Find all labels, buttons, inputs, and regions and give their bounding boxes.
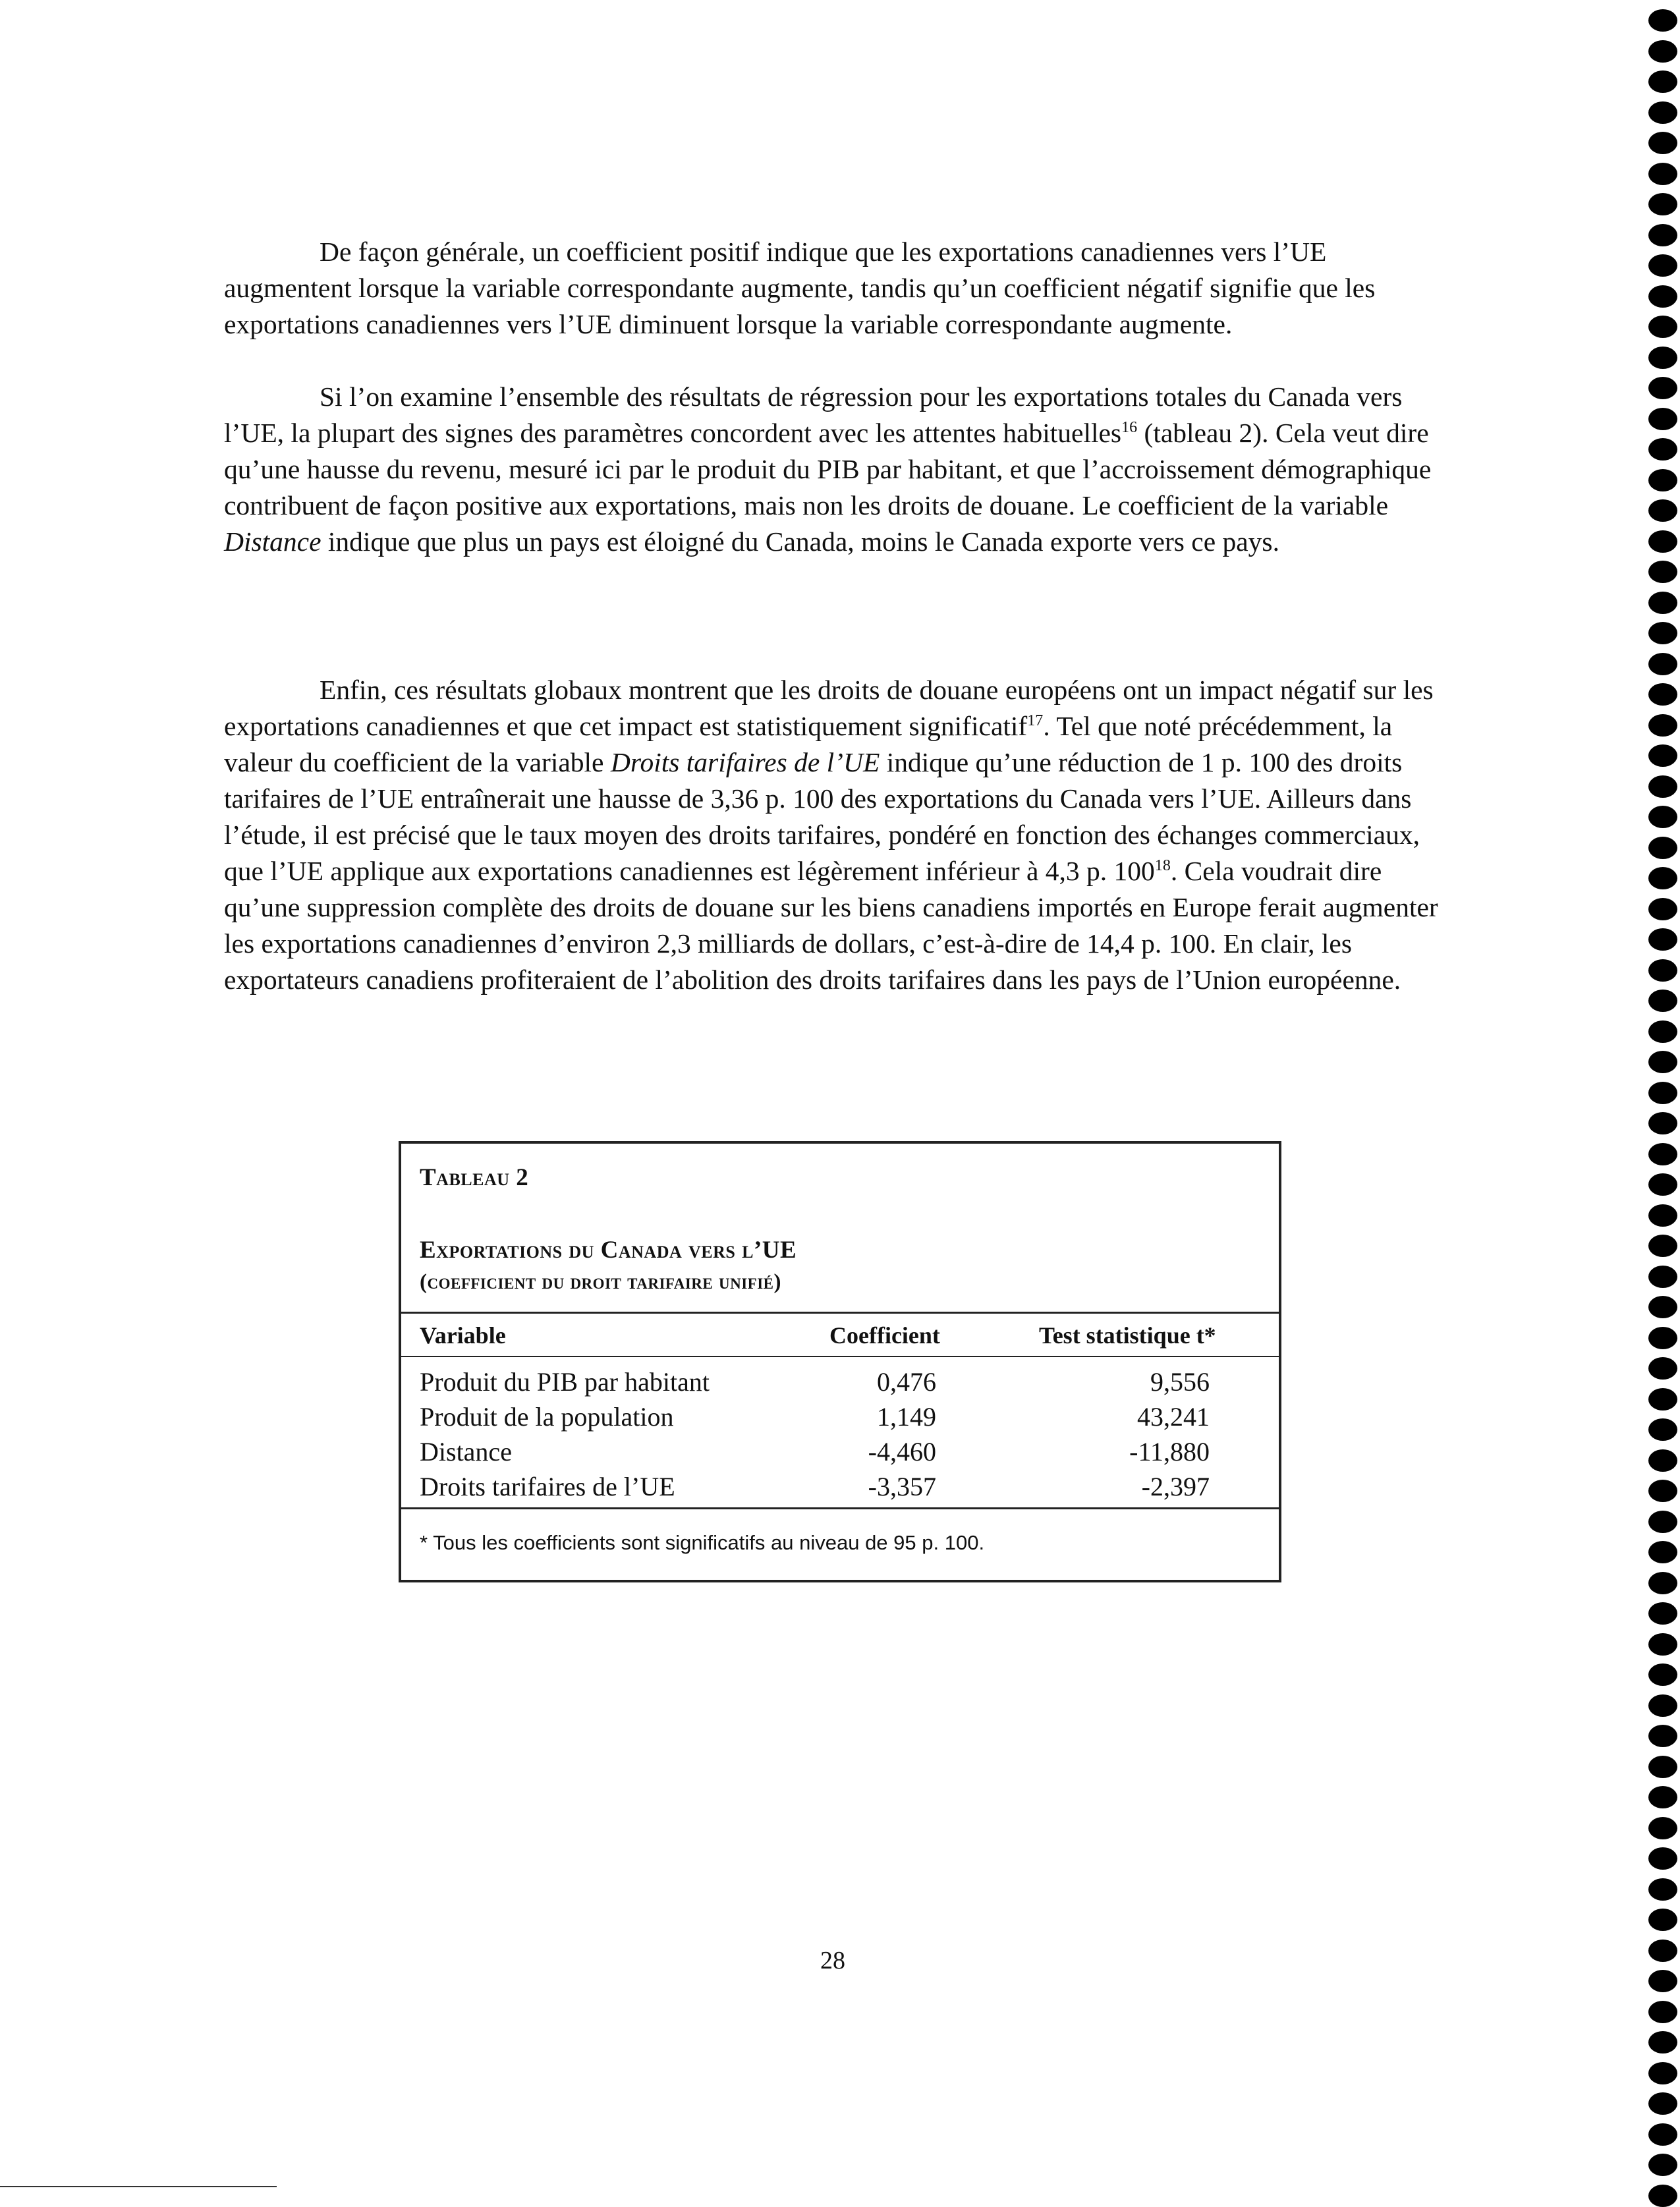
binding-hole <box>1648 775 1677 798</box>
table-row <box>401 1401 1279 1438</box>
binding-hole <box>1648 714 1677 737</box>
binding-hole <box>1648 316 1677 338</box>
binding-hole <box>1648 70 1677 93</box>
binding-hole <box>1648 1663 1677 1686</box>
cell-coefficient: 0,476 <box>877 1367 936 1397</box>
binding-hole <box>1648 2062 1677 2084</box>
binding-hole <box>1648 1327 1677 1349</box>
binding-hole <box>1648 2123 1677 2146</box>
binding-hole <box>1648 101 1677 124</box>
binding-hole <box>1648 2154 1677 2176</box>
paragraph-1-text: De façon générale, un coefficient positif indique que les exportations canadiennes vers l’UE augmentent lorsque la variable correspondante augmente, tandis qu’un coefficient négatif signifie que les exportations canadiennes vers l’UE diminuent lorsque la variable correspondante augmente. <box>224 237 1376 339</box>
paragraph-3-text <box>224 672 1443 998</box>
cell-t-stat: -2,397 <box>1141 1472 1210 1501</box>
binding-hole <box>1648 1204 1677 1227</box>
binding-hole <box>1648 1756 1677 1778</box>
paragraph-3-part4: . Cela voudrait dire qu’une suppression complète des droits de douane sur les biens canadiens importés en Europe ferait augmenter les exportations canadiennes d’environ 2,3 milliards de dollars, c’est-à-dire de 14,4 p. 100. En clair, les exportateurs canadiens profiteraient de l’abolition des droits tarifaires dans les pays de l’Union européenne. <box>224 856 1438 995</box>
cell-variable: Distance <box>420 1437 512 1467</box>
binding-hole <box>1648 132 1677 154</box>
table-subtitle: (coefficient du droit tarifaire unifié) <box>420 1270 782 1294</box>
binding-hole <box>1648 1143 1677 1165</box>
table-title: Exportations du Canada vers l’UE <box>420 1237 797 1264</box>
paragraph-3 <box>224 672 1443 998</box>
table-rule-header <box>401 1356 1279 1357</box>
binding-hole <box>1648 561 1677 583</box>
binding-hole <box>1648 40 1677 63</box>
binding-hole <box>1648 1572 1677 1594</box>
binding-hole <box>1648 1725 1677 1747</box>
table-row <box>401 1443 1279 1501</box>
table-rule-top <box>401 1312 1279 1314</box>
binding-hole <box>1648 1817 1677 1839</box>
binding-hole <box>1648 683 1677 706</box>
binding-hole <box>1648 592 1677 614</box>
page-number: 28 <box>820 1947 845 1974</box>
binding-hole <box>1648 1970 1677 1992</box>
binding-hole <box>1648 806 1677 828</box>
binding-hole <box>1648 744 1677 767</box>
cell-variable: Droits tarifaires de l’UE <box>420 1472 675 1501</box>
table-label: Tableau 2 <box>420 1164 529 1191</box>
binding-hole <box>1648 193 1677 215</box>
cell-t-stat: -11,880 <box>1129 1437 1210 1467</box>
binding-hole <box>1648 408 1677 430</box>
binding-hole <box>1648 1633 1677 1656</box>
column-header-variable: Variable <box>420 1322 506 1349</box>
paragraph-2-italic: Distance <box>224 526 322 557</box>
binding-hole <box>1648 347 1677 369</box>
paragraph-2 <box>224 379 1443 560</box>
binding-hole <box>1648 990 1677 1012</box>
binding-hole <box>1648 1112 1677 1134</box>
paragraph-3-part2: . Tel que noté précédemment, la valeur du coefficient de la variable <box>224 711 1393 777</box>
binding-hole <box>1648 898 1677 920</box>
binding-hole <box>1648 1449 1677 1472</box>
binding-hole <box>1648 499 1677 522</box>
footnote-ref-16: 16 <box>1121 419 1138 437</box>
cell-coefficient: 1,149 <box>877 1402 936 1432</box>
binding-hole <box>1648 959 1677 982</box>
binding-hole <box>1648 867 1677 889</box>
binding-hole <box>1648 1909 1677 1931</box>
scan-edge-line <box>0 2186 277 2187</box>
paragraph-3-italic: Droits tarifaires de l’UE <box>610 747 880 777</box>
binding-hole <box>1648 1602 1677 1625</box>
table-row <box>401 1366 1279 1403</box>
binding-hole <box>1648 1357 1677 1380</box>
binding-hole <box>1648 1878 1677 1901</box>
cell-variable: Produit du PIB par habitant <box>420 1367 710 1397</box>
binding-hole <box>1648 653 1677 675</box>
binding-hole <box>1648 254 1677 277</box>
column-header-t-stat: Test statistique t* <box>1039 1322 1216 1349</box>
binding-hole <box>1648 1082 1677 1104</box>
footnote-ref-17: 17 <box>1027 712 1044 730</box>
binding-holes <box>1601 0 1680 2196</box>
binding-hole <box>1648 1480 1677 1502</box>
table-footnote: * Tous les coefficients sont significatifs au niveau de 95 p. 100. <box>420 1531 985 1554</box>
binding-hole <box>1648 285 1677 308</box>
binding-hole <box>1648 1051 1677 1073</box>
paragraph-2-part1: Si l’on examine l’ensemble des résultats de régression pour les exportations totales du Canada vers l’UE, la plupart des signes des paramètres concordent avec les attentes habituelles <box>224 381 1403 448</box>
binding-hole <box>1648 1388 1677 1411</box>
paragraph-1 <box>224 234 1443 343</box>
column-header-coefficient: Coefficient <box>829 1322 940 1349</box>
cell-t-stat: 43,241 <box>1137 1402 1210 1432</box>
binding-hole <box>1648 469 1677 491</box>
binding-hole <box>1648 1020 1677 1043</box>
binding-hole <box>1648 1694 1677 1717</box>
cell-variable: Produit de la population <box>420 1402 674 1432</box>
table-2 <box>399 1141 1281 1582</box>
paragraph-3-part3: indique qu’une réduction de 1 p. 100 des droits tarifaires de l’UE entraînerait une hausse de 3,36 p. 100 des exportations du Canada vers l’UE. Ailleurs dans l’étude, il est précisé que le taux moyen des droits tarifaires, pondéré en fonction des échanges commerciaux, que l’UE applique aux exportations canadiennes est légèrement inférieur à 4,3 p. 100 <box>224 747 1420 886</box>
cell-coefficient: -3,357 <box>868 1472 936 1501</box>
binding-hole <box>1648 1418 1677 1441</box>
binding-hole <box>1648 9 1677 32</box>
binding-hole <box>1648 377 1677 399</box>
footnote-ref-18: 18 <box>1154 857 1171 875</box>
binding-hole <box>1648 1786 1677 1808</box>
binding-hole <box>1648 1847 1677 1870</box>
binding-hole <box>1648 1296 1677 1318</box>
binding-hole <box>1648 1541 1677 1563</box>
paragraph-2-part2: (tableau 2). Cela veut dire qu’une hausse du revenu, mesuré ici par le produit du PIB par habitant, et que l’accroissement démographique contribuent de façon positive aux exportations, mais non les droits de douane. Le coefficient de la variable <box>224 418 1432 520</box>
binding-hole <box>1648 224 1677 246</box>
binding-hole <box>1648 1511 1677 1533</box>
binding-hole <box>1648 928 1677 951</box>
paragraph-3-part1: Enfin, ces résultats globaux montrent que les droits de douane européens ont un impact négatif sur les exportations canadiennes et que cet impact est statistiquement significatif <box>224 675 1434 741</box>
binding-hole <box>1648 163 1677 185</box>
binding-hole <box>1648 837 1677 859</box>
paragraph-2-text <box>224 379 1443 560</box>
binding-hole <box>1648 1940 1677 1962</box>
binding-hole <box>1648 2185 1677 2207</box>
table-rule-bottom <box>401 1507 1279 1509</box>
binding-hole <box>1648 2092 1677 2115</box>
binding-hole <box>1648 2031 1677 2053</box>
cell-t-stat: 9,556 <box>1150 1367 1210 1397</box>
binding-hole <box>1648 438 1677 461</box>
binding-hole <box>1648 530 1677 553</box>
binding-hole <box>1648 1266 1677 1288</box>
paragraph-2-part3: indique que plus un pays est éloigné du Canada, moins le Canada exporte vers ce pays. <box>321 526 1279 557</box>
binding-hole <box>1648 1235 1677 1257</box>
binding-hole <box>1648 2001 1677 2023</box>
cell-coefficient: -4,460 <box>868 1437 936 1467</box>
binding-hole <box>1648 1173 1677 1196</box>
binding-hole <box>1648 622 1677 644</box>
